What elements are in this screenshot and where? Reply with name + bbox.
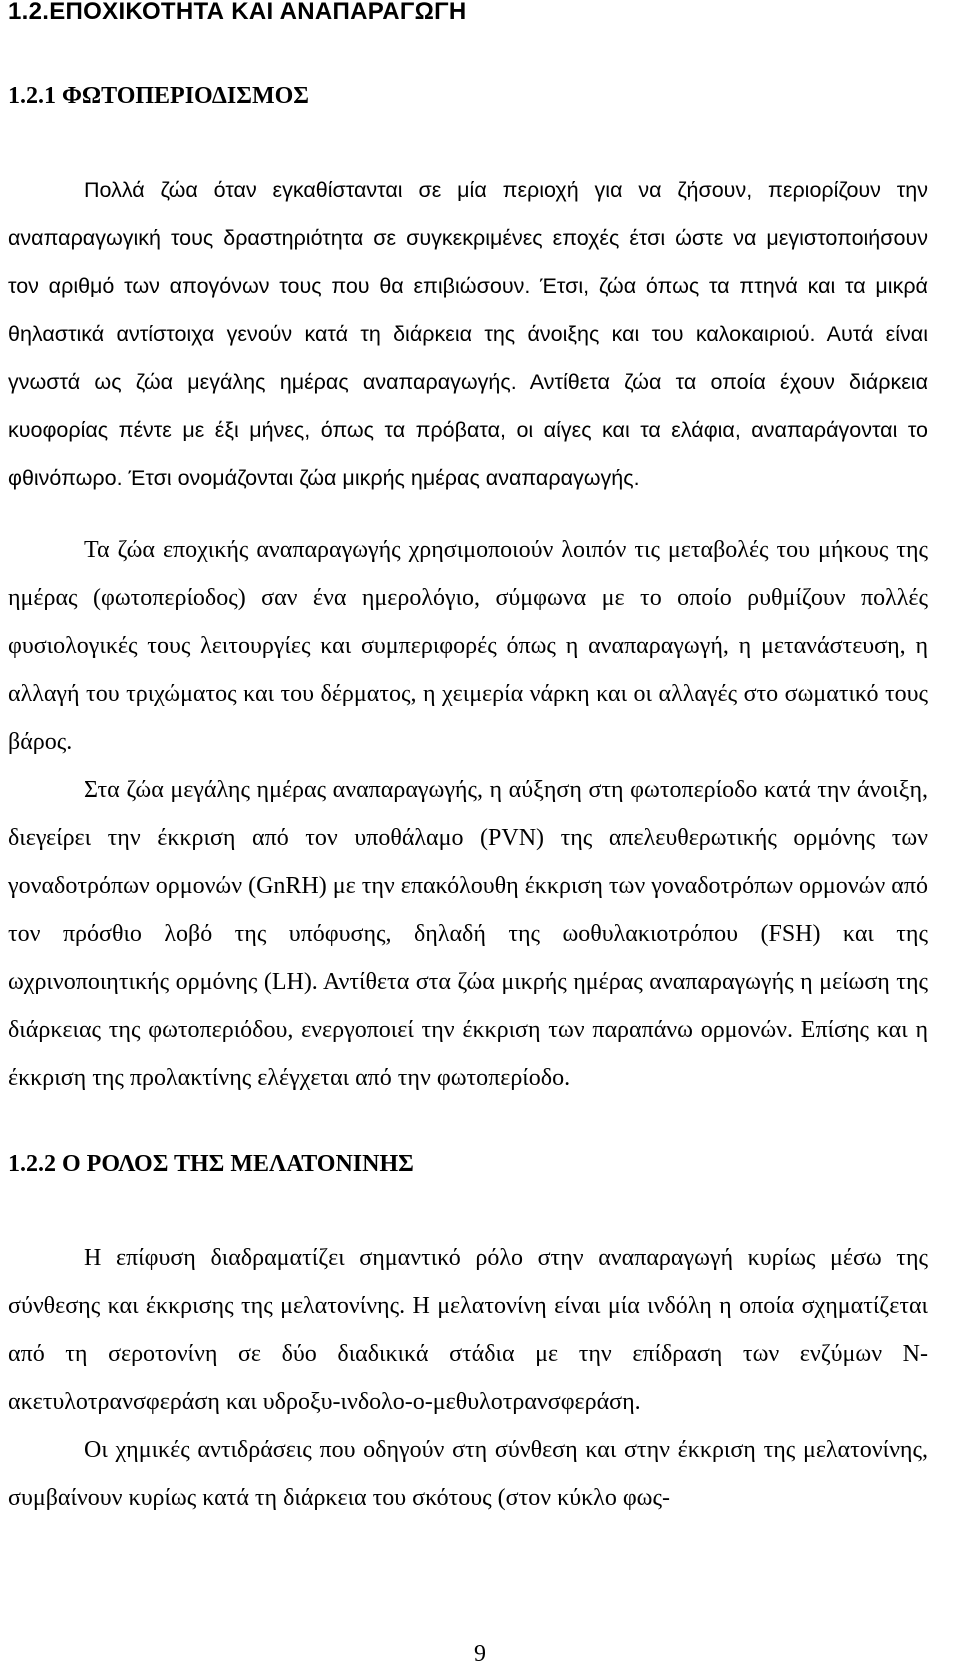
photoperiod-paragraph-1: Πολλά ζώα όταν εγκαθίστανται σε μία περιοχή για να ζήσουν, περιορίζουν την αναπαραγωγική τους δραστηριότητα σε συγκεκριμένες εποχές έτσι ώστε να μεγιστοποιήσουν τον αριθμό των απογόνων τους που θα επιβιώσουν. Έτσι, ζώα όπως τα πτηνά και τα μικρά θηλαστικά αντίστοιχα γενούν κατά τη διάρκεια της άνοιξης και του καλοκαιριού. Αυτά είναι γνωστά ως ζώα μεγάλης ημέρας αναπαραγωγής. Αντίθετα ζώα τα οποία έχουν διάρκεια κυοφορίας πέντε με έξι μήνες, όπως τα πρόβατα, οι αίγες και τα ελάφια, αναπαράγονται το φθινόπωρο. Έτσι ονομάζονται ζώα μικρής ημέρας αναπαραγωγής. xyxy=(8,178,928,490)
photoperiod-paragraph-3: Στα ζώα μεγάλης ημέρας αναπαραγωγής, η αύξηση στη φωτοπερίοδο κατά την άνοιξη, διεγείρει την έκκριση από τον υποθάλαμο (PVN) της απελευθερωτικής ορμόνης των γοναδοτρόπων ορμονών (GnRH) με την επακόλουθη έκκριση των γοναδοτρόπων ορμονών από τον πρόσθιο λοβό της υπόφυσης, δηλαδή της ωοθυλακιοτρόπου (FSH) και της ωχρινοποιητικής ορμόνης (LH). Αντίθετα στα ζώα μικρής ημέρας αναπαραγωγής η μείωση της διάρκειας της φωτοπεριόδου, ενεργοποιεί την έκκριση των παραπάνω ορμονών. Επίσης και η έκκριση της προλακτίνης ελέγχεται από την φωτοπερίοδο. xyxy=(8,777,928,1091)
melatonin-paragraph-1: Η επίφυση διαδραματίζει σημαντικό ρόλο στην αναπαραγωγή κυρίως μέσω της σύνθεσης και έκκρισης της μελατονίνης. Η μελατονίνη είναι μία ινδόλη η οποία σχηματίζεται από τη σεροτονίνη σε δύο διαδικικά στάδια με την επίδραση των ενζύμων N-ακετυλοτρανσφεράση και υδροξυ-ινδολο-ο-μεθυλοτρανσφεράση. xyxy=(8,1245,928,1415)
melatonin-heading: 1.2.2 Ο ΡΟΛΟΣ ΤΗΣ ΜΕΛΑΤΟΝΙΝΗΣ xyxy=(8,1151,414,1177)
photoperiod-text xyxy=(8,166,928,502)
page-number: 9 xyxy=(474,1641,486,1667)
photoperiod-paragraph-2: Τα ζώα εποχικής αναπαραγωγής χρησιμοποιούν λοιπόν τις μεταβολές του μήκους της ημέρας (φωτοπερίοδος) σαν ένα ημερολόγιο, σύμφωνα με το οποίο ρυθμίζουν πολλές φυσιολογικές τους λειτουργίες και συμπεριφορές όπως η αναπαραγωγή, η μετανάστευση, η αλλαγή του τριχώματος και του δέρματος, η χειμερία νάρκη και οι αλλαγές στο σωματικό τους βάρος. xyxy=(8,537,928,755)
melatonin-paragraph-2: Οι χημικές αντιδράσεις που οδηγούν στη σύνθεση και στην έκκριση της μελατονίνης, συμβαίνουν κυρίως κατά τη διάρκεια του σκότους (στον κύκλο φως- xyxy=(8,1437,928,1511)
photoperiod-serif-text xyxy=(8,526,928,1102)
section-heading: 1.2.ΕΠΟΧΙΚΟΤΗΤΑ ΚΑΙ ΑΝΑΠΑΡΑΓΩΓΗ xyxy=(8,0,467,25)
photoperiod-heading: 1.2.1 ΦΩΤΟΠΕΡΙΟΔΙΣΜΟΣ xyxy=(8,83,309,109)
melatonin-text xyxy=(8,1234,928,1522)
